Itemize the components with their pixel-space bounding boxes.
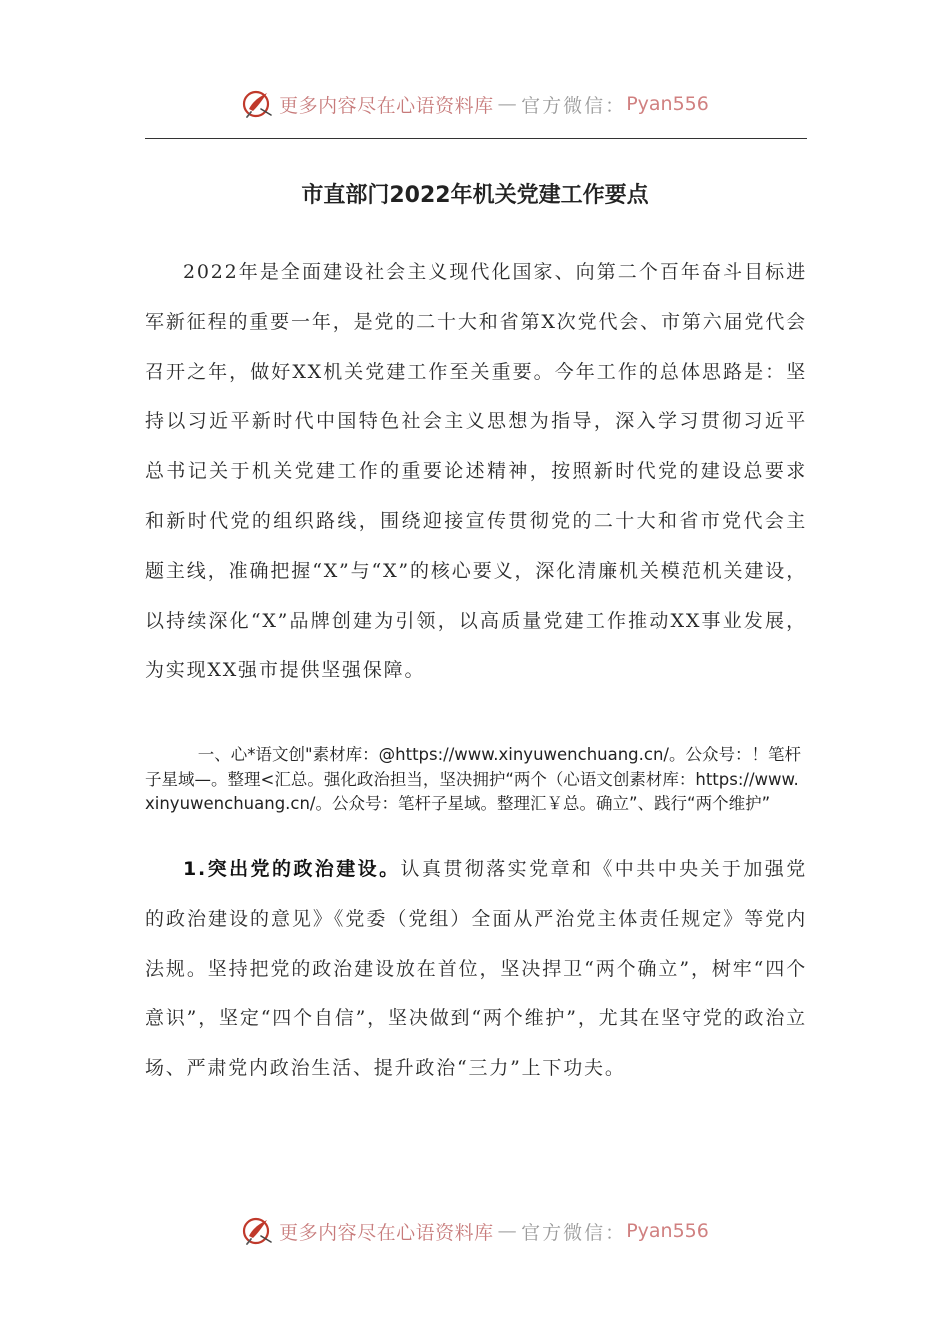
item1-lead: 1.突出党的政治建设。 [183, 858, 401, 880]
header-banner [0, 84, 950, 124]
header-brand-text: 更多内容尽在心语资料库 [279, 94, 494, 117]
footer-wechat-id: Pyan556 [626, 1220, 709, 1242]
item1-body: 认真贯彻落实党章和《中共中央关于加强党的政治建设的意见》《党委（党组）全面从严治党主体责任规定》等党内法规。坚持把党的政治建设放在首位，坚决捍卫“两个确立”，树牢“四个意识”，坚定“四个自信”，坚决做到“两个维护”，尤其在坚守党的政治立场、严肃党内政治生活、提升政治“三力”上下功夫。 [145, 858, 807, 1080]
header-wechat-label: 官方微信： [521, 94, 627, 117]
header-divider [145, 138, 807, 139]
footer-wechat-label: 官方微信： [521, 1221, 627, 1244]
footer-banner [0, 1211, 950, 1251]
header-dash: — [497, 93, 518, 115]
quill-pen-logo-icon [241, 1214, 275, 1248]
section-heading-paragraph: 一、心*语文创"素材库：@https://www.xinyuwenchuang.cn/。公众号：！笔杆子星域—。整理<汇总。强化政治担当，坚决拥护“两个（心语文创素材库：https://www.xinyuwenchuang.cn/。公众号：笔杆子星域。整理汇￥总。确立”、践行“两个维护” [145, 745, 801, 813]
intro-paragraph: 2022年是全面建设社会主义现代化国家、向第二个百年奋斗目标进军新征程的重要一年，是党的二十大和省第X次党代会、市第六届党代会召开之年，做好XX机关党建工作至关重要。今年工作的总体思路是：坚持以习近平新时代中国特色社会主义思想为指导，深入学习贯彻习近平总书记关于机关党建工作的重要论述精神，按照新时代党的建设总要求和新时代党的组织路线，围绕迎接宣传贯彻党的二十大和省市党代会主题主线，准确把握“X”与“X”的核心要义，深化清廉机关模范机关建设，以持续深化“X”品牌创建为引领，以高质量党建工作推动XX事业发展，为实现XX强市提供坚强保障。 [145, 261, 807, 682]
header-wechat-id: Pyan556 [626, 93, 709, 115]
item1-paragraph-block [145, 845, 807, 1094]
item1-paragraph [145, 845, 807, 1094]
quill-pen-logo-icon [241, 87, 275, 121]
footer-brand-text: 更多内容尽在心语资料库 [279, 1221, 494, 1244]
footer-dash: — [497, 1220, 518, 1242]
document-title: 市直部门2022年机关党建工作要点 [301, 183, 649, 208]
intro-paragraph-block [145, 248, 807, 696]
